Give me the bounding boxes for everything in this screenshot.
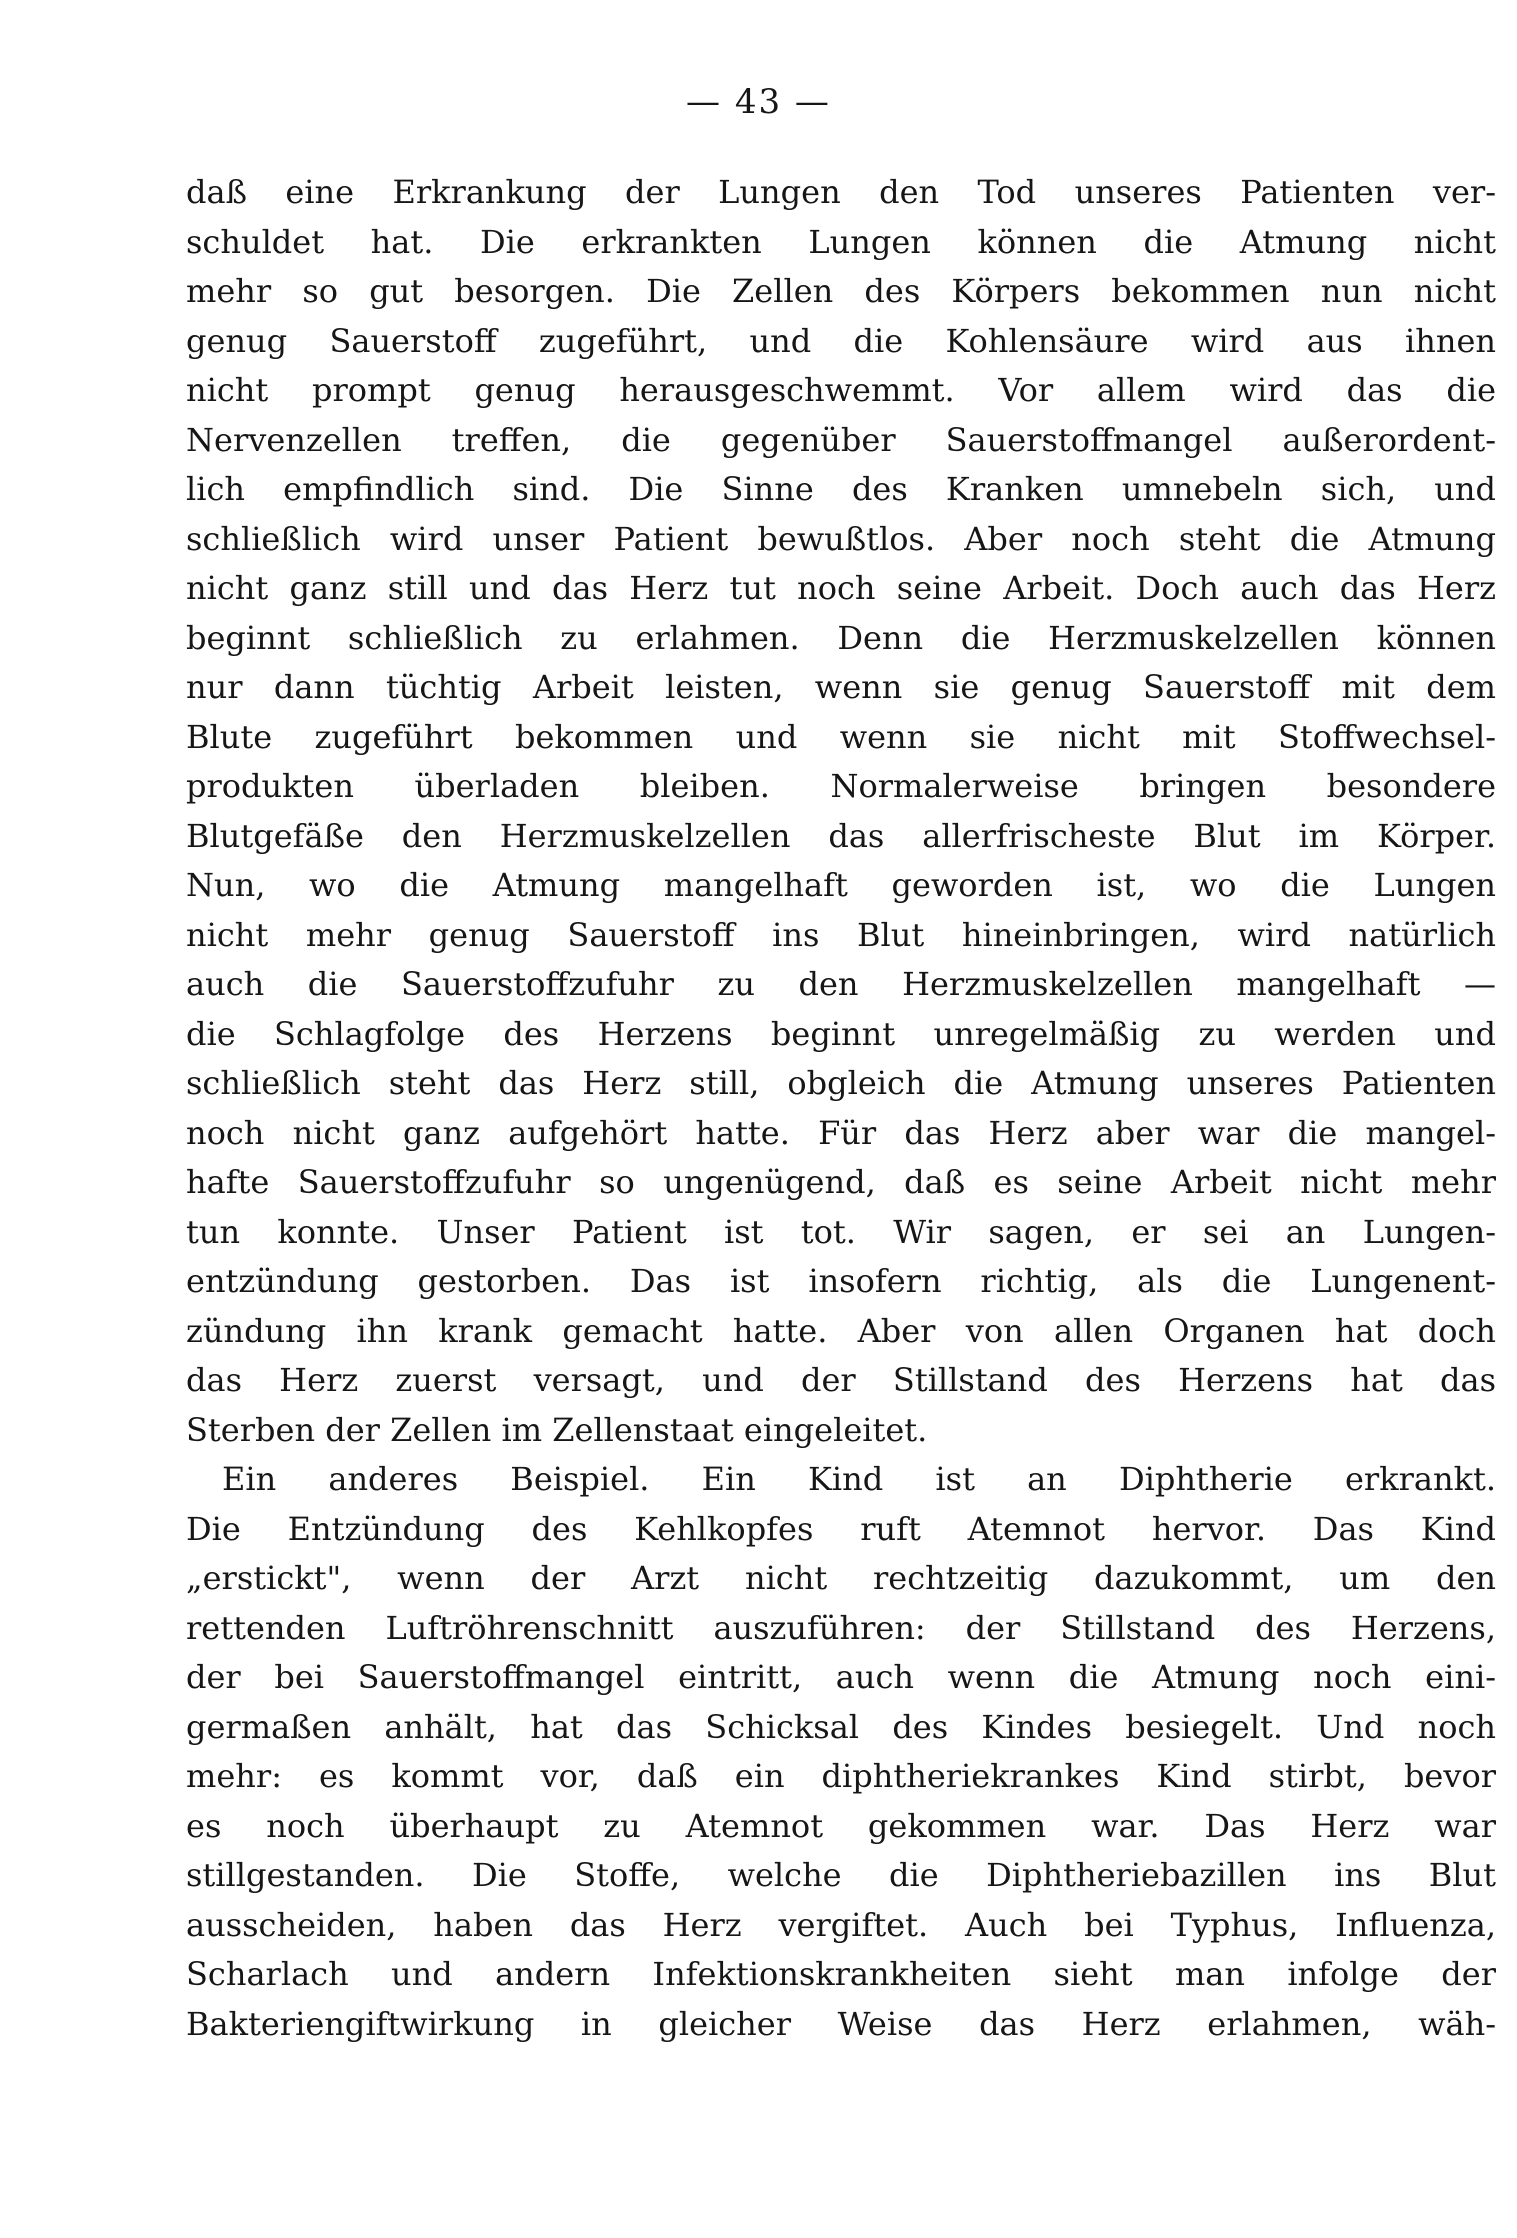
text-line: Die Entzündung des Kehlkopfes ruft Atemnot hervor. Das Kind — [186, 1509, 1496, 1548]
text-line: nicht prompt genug herausgeschwemmt. Vor allem wird das die — [186, 371, 1496, 409]
text-line: „erstickt", wenn der Arzt nicht rechtzeitig dazukommt, um den — [186, 1559, 1496, 1597]
text-line: mehr: es kommt vor, daß ein diphtheriekrankes Kind stirbt, bevor — [186, 1757, 1496, 1795]
text-line: tun konnte. Unser Patient ist tot. Wir sagen, er sei an Lungen- — [186, 1212, 1496, 1251]
text-line: das Herz zuerst versagt, und der Stillstand des Herzens hat das — [186, 1361, 1496, 1399]
text-line: entzündung gestorben. Das ist insofern richtig, als die Lungenent- — [186, 1262, 1496, 1300]
text-line: stillgestanden. Die Stoffe, welche die Diphtheriebazillen ins Blut — [186, 1856, 1496, 1894]
text-line: zündung ihn krank gemacht hatte. Aber von allen Organen hat doch — [186, 1311, 1496, 1350]
text-line: germaßen anhält, hat das Schicksal des Kindes besiegelt. Und noch — [186, 1707, 1496, 1746]
body-text — [186, 168, 1496, 2049]
text-line: beginnt schließlich zu erlahmen. Denn die Herzmuskelzellen können — [186, 618, 1496, 657]
text-line: Sterben der Zellen im Zellenstaat eingeleitet. — [186, 1410, 928, 1449]
text-line: es noch überhaupt zu Atemnot gekommen war. Das Herz war — [186, 1806, 1496, 1845]
text-line: Blutgefäße den Herzmuskelzellen das allerfrischeste Blut im Körper. — [186, 816, 1496, 855]
text-line: Nervenzellen treffen, die gegenüber Sauerstoffmangel außerordent- — [186, 420, 1496, 459]
text-line: nicht mehr genug Sauerstoff ins Blut hineinbringen, wird natürlich — [186, 915, 1496, 954]
text-line: Scharlach und andern Infektionskrankheiten sieht man infolge der — [186, 1955, 1496, 1993]
text-line: hafte Sauerstoffzufuhr so ungenügend, daß es seine Arbeit nicht mehr — [186, 1163, 1496, 1201]
text-line: produkten überladen bleiben. Normalerweise bringen besondere — [186, 767, 1496, 805]
text-line: Nun, wo die Atmung mangelhaft geworden ist, wo die Lungen — [186, 866, 1496, 904]
text-line: der bei Sauerstoffmangel eintritt, auch wenn die Atmung noch eini- — [186, 1658, 1496, 1696]
text-line: auch die Sauerstoffzufuhr zu den Herzmuskelzellen mangelhaft — — [186, 965, 1496, 1003]
text-line: Bakteriengiftwirkung in gleicher Weise das Herz erlahmen, wäh- — [186, 2004, 1496, 2043]
text-line: ausscheiden, haben das Herz vergiftet. Auch bei Typhus, Influenza, — [186, 1905, 1496, 1944]
text-line: schließlich wird unser Patient bewußtlos. Aber noch steht die Atmung — [186, 519, 1496, 558]
text-line: daß eine Erkrankung der Lungen den Tod unseres Patienten ver- — [186, 173, 1496, 211]
text-line: schließlich steht das Herz still, obgleich die Atmung unseres Patienten — [186, 1064, 1496, 1102]
text-line: mehr so gut besorgen. Die Zellen des Körpers bekommen nun nicht — [186, 272, 1496, 310]
text-line: genug Sauerstoff zugeführt, und die Kohlensäure wird aus ihnen — [186, 321, 1496, 360]
text-line: rettenden Luftröhrenschnitt auszuführen: der Stillstand des Herzens, — [186, 1608, 1496, 1647]
text-line: Ein anderes Beispiel. Ein Kind ist an Diphtherie erkrankt. — [222, 1460, 1496, 1498]
text-line: nicht ganz still und das Herz tut noch seine Arbeit. Doch auch das Herz — [186, 569, 1496, 607]
text-line: Blute zugeführt bekommen und wenn sie nicht mit Stoffwechsel- — [186, 717, 1496, 756]
text-line: schuldet hat. Die erkrankten Lungen können die Atmung nicht — [186, 222, 1496, 261]
text-line: noch nicht ganz aufgehört hatte. Für das Herz aber war die mangel- — [186, 1113, 1496, 1152]
text-line: lich empfindlich sind. Die Sinne des Kranken umnebeln sich, und — [186, 470, 1496, 508]
text-line: die Schlagfolge des Herzens beginnt unregelmäßig zu werden und — [186, 1014, 1496, 1053]
page-number: — 43 — — [686, 82, 831, 122]
text-line: nur dann tüchtig Arbeit leisten, wenn sie genug Sauerstoff mit dem — [186, 668, 1496, 706]
